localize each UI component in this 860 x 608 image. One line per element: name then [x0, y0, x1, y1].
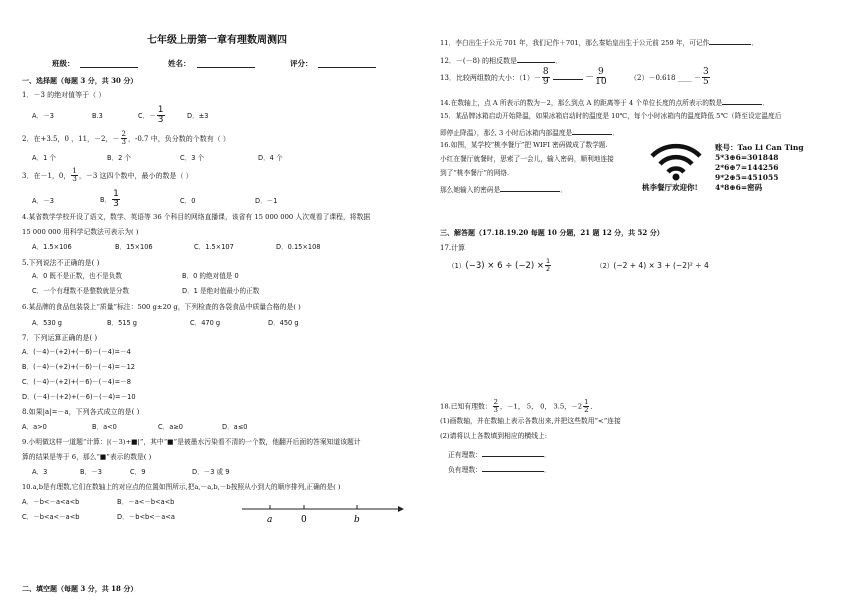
score-label: 评分：	[290, 59, 313, 68]
wifi-clue-2: 2*6⊕7=144256	[715, 163, 779, 172]
q4-option-d: D．0.15×108	[276, 243, 321, 251]
q14: 14.在数轴上，点 A 所表示的数为－2，那么到点 A 的距离等于 4 个单位长度的点所表示的数是 ．	[440, 99, 769, 107]
q14-answer-blank[interactable]	[722, 97, 762, 105]
q16-line2: 小红在餐厅就餐时，思索了一会儿，输入密码，顺利地连接	[440, 155, 614, 163]
q3-option-c: C．0	[180, 197, 196, 205]
q15-line2: 即停止降温），那么 3 小时后冰箱内部温度是 ．	[440, 129, 619, 137]
q5-option-a: A．0 既不是正数，也不是负数	[32, 272, 122, 280]
q9-option-a: A．3	[32, 468, 48, 476]
number-line-arrow	[398, 506, 404, 512]
class-label: 班级：	[52, 59, 75, 68]
q15-line1: 15．某品牌冰箱启动开始降温，如果冰箱启动时的温度是 10℃，每个小时冰箱内的温度降低 5℃（降至设定温度后	[440, 112, 782, 120]
q1-stem: 1．－3 的绝对值等于（ ）	[22, 91, 106, 99]
score-field[interactable]	[318, 60, 376, 70]
q7-stem: 7．下列运算正确的是( )	[22, 334, 98, 342]
wifi-account: 账号：Tao Li Can Ting	[715, 143, 804, 152]
q3-option-d: D．－1	[255, 197, 278, 205]
q16-line3: 到了“桃李餐厅”的网络.	[440, 169, 510, 177]
q6-stem: 6.某品牌的食品包装袋上“质量”标注：500 g±20 g，下列检查的各袋食品中质量合格的是( )	[22, 303, 301, 311]
name-field[interactable]	[197, 60, 255, 70]
q3-option-b: B． $\frac{1}{3}$	[100, 189, 119, 210]
q17-part2: （2）(−2 + 4) × 3 + (−2)² ÷ 4	[596, 261, 709, 270]
negative-answer-blank[interactable]	[482, 464, 544, 472]
section3-heading: 三、解答题（17.18.19.20 每题 10 分题，21 题 12 分，共 52 分）	[440, 228, 664, 237]
q8-option-d: D．a≤0	[222, 423, 248, 431]
q8-option-a: A．a>0	[22, 423, 47, 431]
q9-line2: 算的结果是等于 6，那么“■”表示的数是( )	[22, 453, 152, 461]
positive-answer-blank[interactable]	[482, 449, 544, 457]
class-field[interactable]	[80, 60, 138, 70]
q11-answer-blank[interactable]	[709, 37, 751, 45]
q7-option-c: C．(－4)－(+2)+(－6)－(－4)=－8	[22, 378, 131, 386]
q6-option-c: C．470 g	[190, 319, 221, 327]
q12: 12．－(－8) 的相反数是 ．	[440, 57, 563, 65]
name-label: 姓名：	[168, 59, 191, 68]
q2-stem: 2．在+3.5，0 ，11，－2，－ $\frac{2}{3}$ ，-0.7 中，负分数的个数有（ ）	[22, 130, 230, 147]
section2-heading: 二、填空题（每题 3 分，共 18 分）	[22, 584, 138, 593]
q10-stem: 10.a,b是有理数,它们在数轴上的对应点的位置如图所示,把a,－a,b,－b按照从小到大的顺序排列,正确的是( )	[22, 483, 341, 491]
q18-positive: 正有理数： ．	[448, 451, 551, 459]
q9-option-d: D．－3 或 9	[192, 468, 230, 476]
q3-stem: 3．在－1，0， $\frac{1}{3}$ ，－3 这四个数中，最小的数是（ ）	[22, 167, 193, 184]
q2-option-d: D．4 个	[258, 154, 283, 162]
q7-option-d: D．(－4)－(+2)+(－6)－(－4)=－10	[22, 393, 136, 401]
wifi-welcome: 桃李餐厅欢迎你!	[642, 183, 698, 192]
q8-stem: 8.如果|a|=－a，下列各式成立的是( )	[22, 408, 140, 416]
q18-negative: 负有理数： ．	[448, 466, 551, 474]
label-b: b	[354, 515, 360, 525]
q17-label: 17.计算	[440, 244, 466, 252]
q17-part1: （1）(−3) × 6 ÷ (−2) × $\frac{1}{2}$	[448, 257, 551, 273]
wifi-icon	[648, 142, 704, 182]
q10-option-a: A．－b<－a<a<b	[22, 498, 80, 506]
q2-option-b: B．2 个	[107, 154, 132, 162]
q5-option-c: C．一个有理数不是整数就是分数	[32, 287, 129, 295]
q1-option-a: A．－3	[32, 112, 54, 120]
q10-option-c: C．－b<a<－a<b	[22, 513, 80, 521]
q8-option-b: B．a<0	[92, 423, 117, 431]
q2-option-a: A．1 个	[32, 154, 56, 162]
q18-part2: (2)请将以上各数填到相应的横线上:	[440, 432, 548, 440]
q6-option-b: B．515 g	[107, 319, 137, 327]
q10-option-b: B．－a<－b<a<b	[117, 498, 175, 506]
number-line-diagram	[238, 500, 408, 526]
q16-line4: 那么她输入的密码是 ．	[440, 186, 567, 194]
q4-line2: 15 000 000 用科学记数法可表示为( )	[22, 228, 139, 236]
q5-option-d: D．1 是绝对值最小的正数	[182, 287, 260, 295]
q4-option-b: B．15×106	[115, 243, 153, 251]
q11: 11．李白出生于公元 701 年，我们记作＋701，那么秦始皇出生于公元前 259 年，可记作 ．	[440, 39, 758, 47]
q1-option-d: D．±3	[187, 112, 209, 120]
q18-part1: (1)画数轴，并在数轴上表示各数出来,并把这些数用“<”连接	[440, 417, 621, 425]
q9-option-c: C．9	[130, 468, 146, 476]
q5-stem: 5.下列说法不正确的是( )	[22, 259, 100, 267]
q13: 13．比较两组数的大小：（1）－ $\frac{8}{9}$ － $\frac{9}{10}$ （2）－0.618 ____ － $\frac{3}{5}$	[440, 67, 709, 88]
q3-option-a: A．－3	[32, 197, 54, 205]
q4-option-c: C．1.5×107	[194, 243, 234, 251]
q12-answer-blank[interactable]	[517, 55, 555, 63]
q7-option-a: A．(－4)－(+2)+(－6)－(－4)=－4	[22, 348, 131, 356]
q1-option-b: B.3	[92, 112, 103, 120]
q9-option-b: B．－3	[80, 468, 102, 476]
wifi-clue-1: 5*3⊕6=301848	[715, 153, 779, 162]
q7-option-b: B．(－4)－(+2)+(－6)－(－4)=－12	[22, 363, 136, 371]
q18-stem: 18.已知有理数： $\frac{2}{3}$ ，－1， 5， 0， 3.5，－2 $\frac{1}{2}$ ．	[440, 398, 598, 415]
q13-answer-blank-1[interactable]	[553, 72, 583, 80]
q8-option-c: C．a≥0	[158, 423, 183, 431]
label-zero: 0	[301, 515, 307, 525]
label-a: a	[267, 515, 273, 525]
wifi-clue-3: 9*2⊕5=451055	[715, 173, 779, 182]
q5-option-b: B．0 的绝对值是 0	[182, 272, 239, 280]
q6-option-d: D．450 g	[268, 319, 299, 327]
q15-answer-blank[interactable]	[572, 127, 612, 135]
wifi-clue-4: 4*8⊕6=密码	[715, 183, 763, 192]
q4-line1: 4.某省数学学校开设了语文，数学、英语等 36 个科目的网络直播课，该省有 15 000 000 人次观看了课程，将数据	[22, 213, 371, 221]
q2-option-c: C．3 个	[180, 154, 205, 162]
q4-option-a: A．1.5×106	[32, 243, 72, 251]
page-title: 七年级上册第一章有理数周测四	[147, 35, 287, 46]
section1-heading: 一、选择题（每题 3 分，共 30 分）	[22, 76, 138, 85]
q16-answer-blank[interactable]	[500, 184, 560, 192]
q9-line1: 9.小明做这样一道题“计算：|(－3)+■|”，其中“■”是被墨水污染看不清的一个数，他翻开后面的答案知道该题计	[22, 438, 361, 446]
q1-option-c: C．－ $\frac{1}{3}$	[138, 105, 164, 126]
q16-line1: 16.如图，某学校“桃李餐厅”把 WIFI 密码做成了数学题.	[440, 141, 608, 149]
q10-option-d: D．－b<b<－a<a	[117, 513, 175, 521]
q6-option-a: A．530 g	[32, 319, 62, 327]
